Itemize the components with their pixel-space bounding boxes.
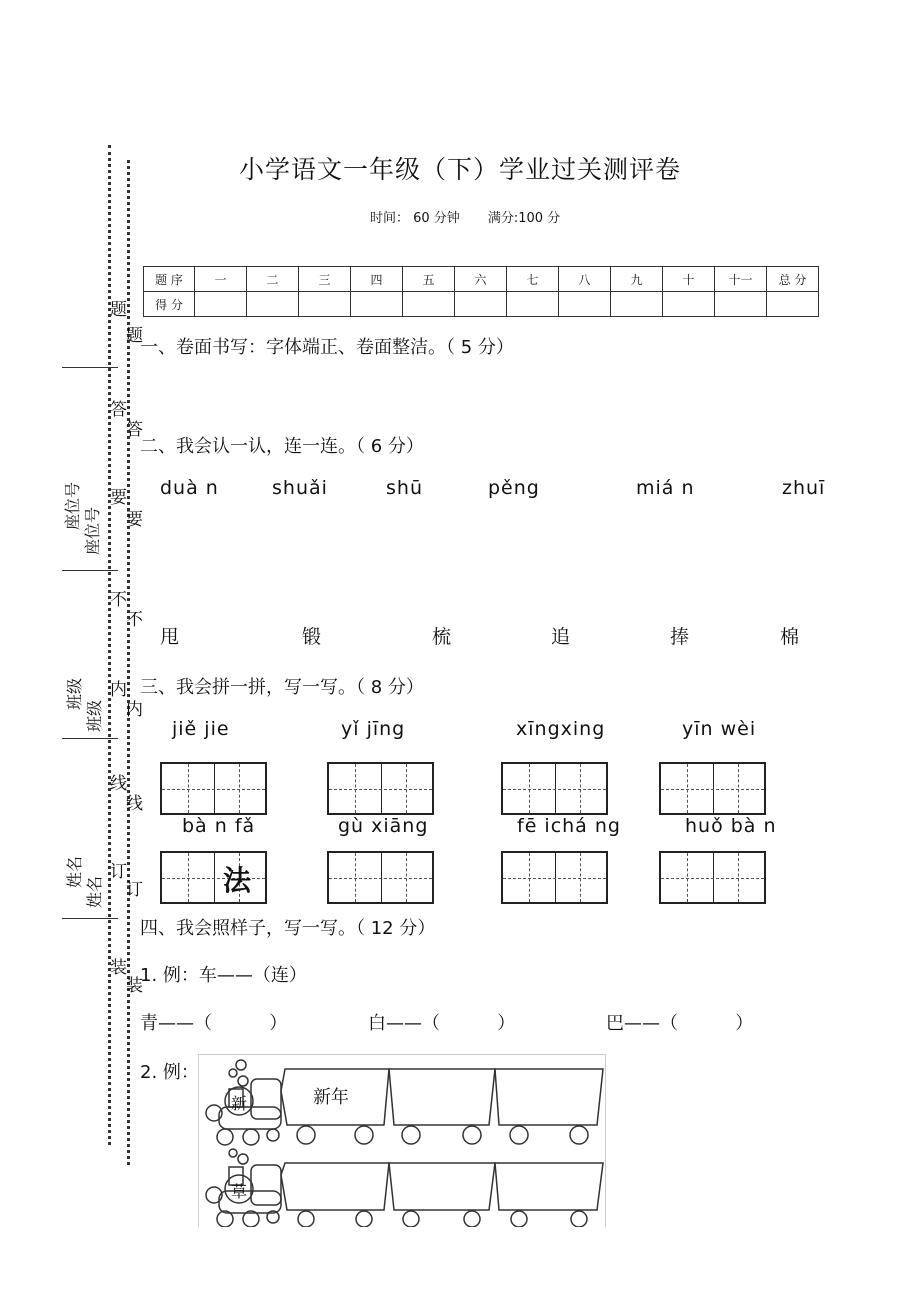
score-table (143, 266, 819, 317)
seal-char-3: 要 (106, 488, 126, 507)
spell-pinyin-2: yǐ jīng (341, 718, 406, 740)
table-header-cell: 七 (507, 267, 559, 292)
field-underline (62, 918, 118, 919)
writing-grid[interactable] (501, 762, 608, 815)
q2-example: 2. 例： (140, 1062, 199, 1083)
writing-grid[interactable] (327, 851, 434, 904)
table-header-cell: 四 (351, 267, 403, 292)
train-drawing (199, 1055, 605, 1227)
score-cell[interactable] (507, 292, 559, 317)
seal-char-7: 订 (106, 862, 126, 881)
writing-grid[interactable] (501, 851, 608, 904)
match-pinyin-2: shuǎi (272, 477, 328, 499)
time-label: 时间： 60 分钟 (370, 211, 460, 226)
q1-item-1: 青——（ ） (140, 1013, 288, 1034)
writing-grid[interactable] (327, 762, 434, 815)
writing-grid[interactable] (659, 851, 766, 904)
writing-grid[interactable] (160, 762, 267, 815)
table-header-cell: 三 (299, 267, 351, 292)
writing-grid[interactable] (659, 762, 766, 815)
match-hanzi-1: 甩 (160, 626, 180, 648)
spell-pinyin-3: xīngxing (516, 718, 606, 740)
seal-char-1: 题 (106, 300, 126, 319)
field-underline (62, 367, 118, 368)
spell-pinyin-4: yīn wèi (682, 718, 757, 740)
score-cell[interactable] (247, 292, 299, 317)
train-row-2 (206, 1149, 603, 1227)
table-header-cell: 一 (195, 267, 247, 292)
table-row-header: 得 分 (144, 292, 195, 317)
match-pinyin-1: duà n (160, 477, 219, 499)
full-score-label: 满分:100 分 (487, 211, 561, 226)
q1-example: 1. 例：车——（连） (140, 965, 307, 986)
table-header-cell: 总 分 (767, 267, 819, 292)
table-header-cell: 二 (247, 267, 299, 292)
train-engine-label-1: 新 (231, 1094, 248, 1113)
spell-pinyin-8: huǒ bà n (685, 815, 777, 837)
train-row-1 (206, 1060, 603, 1145)
seat-number-label-2: 座位号 (83, 506, 102, 555)
score-cell[interactable] (455, 292, 507, 317)
name-label: 姓名 (65, 855, 84, 888)
q1-item-2: 白——（ ） (368, 1013, 516, 1034)
table-header-cell: 题 序 (144, 267, 195, 292)
seal-char-1b: 题 (122, 326, 142, 345)
table-header-cell: 五 (403, 267, 455, 292)
score-cell[interactable] (715, 292, 767, 317)
spell-pinyin-1: jiě jie (172, 718, 230, 740)
score-cell[interactable] (767, 292, 819, 317)
seal-char-8b: 装 (122, 976, 142, 995)
seal-char-6: 线 (106, 774, 126, 793)
score-cell[interactable] (403, 292, 455, 317)
match-pinyin-5: miá n (636, 477, 695, 499)
table-row (144, 292, 819, 317)
field-underline (62, 570, 118, 571)
exam-info (370, 207, 588, 226)
match-hanzi-3: 梳 (432, 626, 452, 648)
train-engine-label-2: 草 (231, 1182, 248, 1201)
class-label-2: 班级 (85, 699, 104, 732)
writing-grid[interactable] (160, 851, 267, 904)
spell-pinyin-6: gù xiāng (338, 815, 429, 837)
match-hanzi-6: 棉 (780, 626, 800, 648)
class-label: 班级 (65, 677, 84, 710)
seal-char-2b: 答 (122, 420, 142, 439)
score-cell[interactable] (351, 292, 403, 317)
q1-item-3: 巴——（ ） (606, 1013, 754, 1034)
section-2-heading: 二、我会认一认，连一连。（ 6 分） (140, 436, 424, 457)
seal-char-6b: 线 (122, 794, 142, 813)
seal-char-8: 装 (106, 958, 126, 977)
example-character: 法 (223, 864, 252, 897)
table-header-cell: 八 (559, 267, 611, 292)
section-4-heading: 四、我会照样子，写一写。（ 12 分） (140, 918, 436, 939)
seal-char-5b: 内 (122, 700, 142, 719)
score-cell[interactable] (299, 292, 351, 317)
train-car-label-1: 新年 (313, 1087, 349, 1108)
seal-char-4: 不 (106, 590, 126, 609)
binding-dotted-line-outer (108, 145, 114, 1145)
spell-pinyin-7: fē ichá ng (517, 815, 621, 837)
score-cell[interactable] (663, 292, 715, 317)
table-header-cell: 十一 (715, 267, 767, 292)
seat-number-label: 座位号 (63, 481, 82, 530)
seal-char-2: 答 (106, 400, 126, 419)
match-pinyin-3: shū (386, 477, 423, 499)
score-cell[interactable] (559, 292, 611, 317)
match-hanzi-5: 捧 (670, 626, 690, 648)
name-label-2: 姓名 (85, 875, 104, 908)
table-header-cell: 九 (611, 267, 663, 292)
score-cell[interactable] (195, 292, 247, 317)
match-hanzi-2: 锻 (302, 626, 322, 648)
section-3-heading: 三、我会拼一拼，写一写。（ 8 分） (140, 677, 424, 698)
seal-char-7b: 订 (122, 880, 142, 899)
section-1-heading: 一、卷面书写：字体端正、卷面整洁。（ 5 分） (140, 337, 514, 358)
page-title: 小学语文一年级（下）学业过关测评卷 (238, 155, 681, 184)
match-hanzi-4: 追 (551, 626, 571, 648)
seal-char-3b: 要 (122, 510, 142, 529)
score-cell[interactable] (611, 292, 663, 317)
table-row (144, 267, 819, 292)
table-header-cell: 十 (663, 267, 715, 292)
field-underline (62, 738, 118, 739)
spell-pinyin-5: bà n fǎ (182, 815, 256, 837)
match-pinyin-6: zhuī (782, 477, 826, 499)
table-header-cell: 六 (455, 267, 507, 292)
seal-char-4b: 不 (122, 610, 142, 629)
train-illustration (198, 1054, 606, 1227)
match-pinyin-4: pěng (488, 477, 540, 499)
seal-char-5: 内 (106, 680, 126, 699)
